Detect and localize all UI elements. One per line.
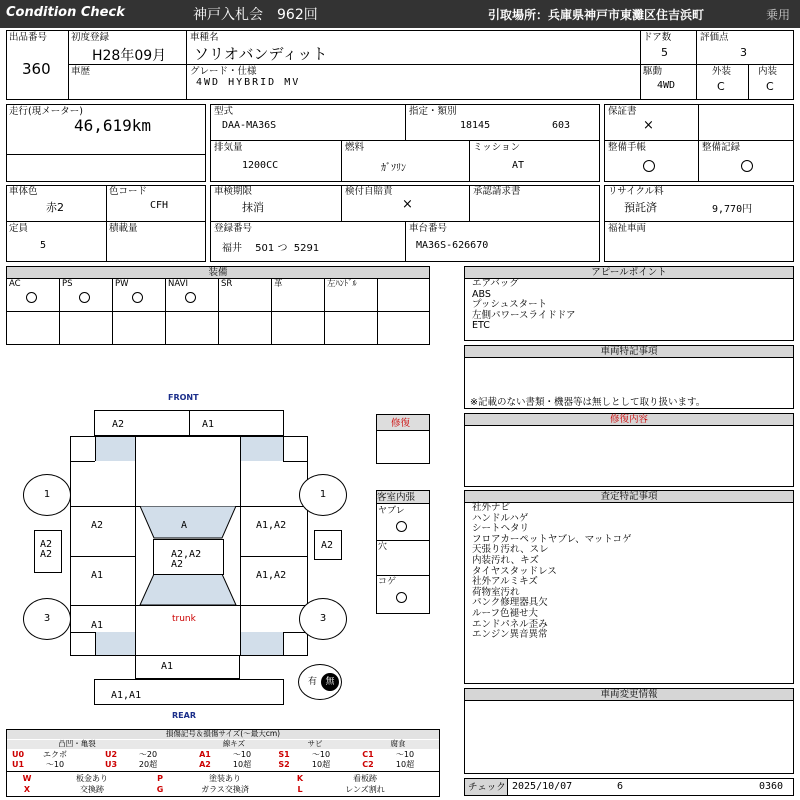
left-rear-code: A1 (91, 620, 104, 631)
legend-group: 凸凹・亀裂 (58, 739, 96, 748)
interior-damage-circle (396, 592, 407, 603)
capacity-label: 定員 (9, 223, 29, 234)
spec-a: 18145 (460, 120, 491, 131)
front-label: FRONT (168, 393, 199, 402)
liability-value: × (402, 197, 413, 212)
rear-panel (135, 655, 240, 679)
welfare-label: 福祉車両 (608, 223, 647, 234)
record-circle (741, 160, 753, 172)
wheel-front-right: 1 (299, 474, 347, 516)
legend-code: A2 (199, 760, 211, 769)
equipment-label: PS (62, 279, 73, 289)
appeal-title: アピールポイント (465, 267, 793, 279)
score-value: 3 (740, 46, 747, 59)
pickup-location: 引取場所：兵庫県神戸市東灘区住吉浜町 (488, 8, 705, 22)
legend-desc: 塗装あり (209, 774, 241, 783)
left-front-code: A2 (91, 520, 104, 531)
wheel-rear-left: 3 (23, 598, 71, 640)
legend-code: U1 (11, 760, 25, 769)
appeal-line: エアバッグ (472, 278, 519, 289)
load-label: 積載量 (109, 223, 138, 234)
check-num: 6 (617, 781, 624, 792)
model-value: DAA-MA36S (222, 120, 277, 131)
grade-value: 4WD HYBRID MV (196, 77, 301, 88)
legend-code: S1 (278, 750, 290, 759)
fuel-value: ｶﾞｿﾘﾝ (381, 163, 406, 174)
doors-value: 5 (661, 46, 668, 59)
legend-title: 損傷記号＆損傷サイズ(〜最大cm) (165, 729, 281, 738)
recycle-label: リサイクル料 (608, 186, 664, 197)
inspection-note-line: シートヘタリ (472, 523, 530, 535)
spec-b: 603 (552, 120, 571, 131)
equipment-label: SR (221, 279, 233, 289)
repair-title: 修復内容 (465, 414, 793, 426)
appeal-line: プッシュスタート (472, 299, 548, 311)
mileage-value: 46,619km (74, 116, 152, 135)
inspection-notes-lines (472, 503, 632, 641)
vehicle-info-top (6, 30, 794, 100)
check-label: チェック (468, 782, 506, 793)
rear-bumper-code: A1,A1 (111, 690, 142, 701)
trunk-label: trunk (172, 614, 196, 624)
left-mid-code: A1 (91, 570, 104, 581)
check-date: 2025/10/07 (512, 781, 573, 792)
interior-damage-circle (396, 521, 407, 532)
record-label: 整備記録 (702, 142, 741, 153)
equipment-label: AC (9, 279, 21, 289)
lot-label: 出品番号 (9, 32, 48, 43)
right-side-code: A2 (321, 540, 334, 551)
manual-circle (643, 160, 655, 172)
legend-code: C1 (362, 750, 374, 759)
left-side-code: A2 A2 (40, 539, 53, 560)
right-front-code: A1,A2 (256, 520, 287, 531)
legend-desc: 10超 (232, 760, 252, 769)
exterior-label: 外装 (712, 66, 732, 77)
equipment-label: PW (115, 279, 129, 289)
name-label: 車種名 (190, 32, 219, 43)
inspection-note-line: タイヤスタッドレス (472, 565, 557, 577)
liability-label: 検付自賠責 (345, 186, 393, 197)
legend-code: U2 (104, 750, 118, 759)
spec-label: 指定・類別 (409, 106, 457, 117)
hood-code: A (181, 520, 188, 531)
legend-desc: 20超 (138, 760, 158, 769)
displacement-label: 排気量 (214, 142, 243, 153)
equipment-divider (112, 279, 113, 345)
mission-label: ミッション (473, 142, 521, 153)
history-label: 車歴 (71, 66, 91, 77)
equipment-mark-circle (185, 292, 196, 303)
color-code-label: 色コード (109, 186, 148, 197)
auction-name: 神戸入札会 962回 (193, 7, 318, 23)
plate-label: 登録番号 (214, 223, 253, 234)
legend-desc: 交換跡 (80, 785, 104, 794)
legend-code: X (23, 785, 31, 794)
equipment-label: 左ﾊﾝﾄﾞﾙ (327, 279, 357, 289)
recycle-status: 預託済 (624, 201, 657, 214)
inspection-note-line: ルーフ色褪せ大 (472, 607, 539, 619)
chassis-label: 車台番号 (409, 223, 448, 234)
rear-panel-code: A1 (161, 661, 174, 672)
header-bar (0, 0, 800, 28)
exterior-value: C (717, 80, 725, 93)
check-code: 0360 (759, 781, 784, 792)
legend-group: サビ (307, 739, 323, 748)
score-label: 評価点 (700, 32, 729, 43)
recycle-fee: 9,770円 (712, 204, 753, 215)
legend-desc: エクボ (43, 750, 67, 759)
front-bumper-left-code: A2 (112, 419, 125, 430)
vehicle-name: ソリオバンディット (194, 45, 328, 63)
fuel-label: 燃料 (345, 142, 365, 153)
lot-number: 360 (22, 60, 51, 78)
legend-code: U0 (11, 750, 25, 759)
interior-label: 内装 (758, 66, 778, 77)
rear-label: REAR (172, 711, 196, 720)
first-reg-value: H28年09月 (92, 48, 167, 64)
color-label: 車体色 (9, 186, 38, 197)
legend-desc: 〜20 (138, 750, 158, 759)
legend-group: 腐食 (390, 739, 406, 748)
legend-desc: 看板跡 (353, 774, 377, 783)
changes-title: 車両変更情報 (465, 689, 793, 701)
legend-code: W (22, 774, 32, 783)
color-value: 赤2 (46, 201, 64, 214)
legend-desc: 〜10 (232, 750, 252, 759)
warranty-label: 保証書 (608, 106, 637, 117)
front-bumper-right-code: A1 (202, 419, 215, 430)
equipment-divider (59, 279, 60, 345)
wheel-front-left: 1 (23, 474, 71, 516)
legend-code: C2 (362, 760, 374, 769)
appeal-lines (472, 279, 575, 332)
special-title: 車両特記事項 (465, 346, 793, 358)
inspection-note-line: フロアカーペットヤブレ、マットコゲ (472, 533, 632, 545)
smoke-label: 有 (308, 677, 318, 687)
equipment-divider (324, 279, 325, 345)
displacement-value: 1200CC (242, 160, 279, 171)
legend-code: L (297, 785, 303, 794)
appeal-line: 左側パワースライドドア (472, 309, 576, 321)
equipment-label: 革 (274, 279, 283, 289)
equipment-mark-circle (26, 292, 37, 303)
smoke-mark-icon: 無 (321, 673, 339, 691)
equipment-divider (271, 279, 272, 345)
drive-value: 4WD (657, 80, 676, 91)
equipment-divider (218, 279, 219, 345)
inspection-notes-title: 査定特記事項 (465, 491, 793, 503)
legend-desc: 10超 (311, 760, 331, 769)
inspection-note-line: パンク修理器具欠 (472, 597, 548, 609)
manual-label: 整備手帳 (608, 142, 647, 153)
legend-desc: 〜10 (311, 750, 331, 759)
mileage-label: 走行(現メーター) (9, 106, 83, 117)
inspection-note-line: エンジン異音異常 (472, 629, 548, 641)
legend-desc: 〜10 (395, 750, 415, 759)
sheet-title: Condition Check (6, 5, 125, 20)
legend-code: K (296, 774, 304, 783)
right-mid-code: A1,A2 (256, 570, 287, 581)
vehicle-type: 乗用 (766, 8, 791, 22)
inspection-note-line: 社外ナビ (472, 502, 511, 513)
legend-code: P (157, 774, 163, 783)
inspection-label: 車検期限 (214, 186, 253, 197)
doors-label: ドア数 (643, 32, 672, 43)
equipment-label: NAVI (168, 279, 188, 289)
interior-damage-label: コゲ (378, 577, 397, 587)
inspection-note-line: 天張り汚れ、スレ (472, 544, 549, 556)
inspection-note-line: 社外アルミキズ (472, 576, 538, 588)
legend-code: S2 (278, 760, 290, 769)
inspection-note-line: エンドパネル歪み (472, 618, 548, 630)
legend-code: U3 (104, 760, 118, 769)
equipment-mark-circle (79, 292, 90, 303)
interior-damage-label: 穴 (378, 542, 388, 552)
capacity-value: 5 (40, 240, 47, 251)
legend-code: G (156, 785, 164, 794)
equipment-title: 装備 (7, 267, 429, 279)
equipment-divider (165, 279, 166, 345)
legend-code: A1 (199, 750, 211, 759)
model-label: 型式 (214, 106, 234, 117)
legend-desc: 〜10 (45, 760, 65, 769)
inspection-note-line: 内装汚れ、キズ (472, 554, 539, 566)
grade-label: グレード・仕様 (190, 66, 257, 77)
chassis-value: MA36S-626670 (416, 240, 489, 251)
repair-box-label: 修復 (391, 418, 411, 429)
appeal-line: ETC (472, 320, 490, 332)
legend-desc: 10超 (395, 760, 415, 769)
warranty-value: × (643, 118, 654, 133)
inspection-note-line: 荷物室汚れ (472, 586, 520, 598)
roof-code: A2,A2 A2 (171, 549, 202, 570)
inspection-value: 抹消 (242, 201, 264, 214)
legend-desc: ガラス交換済 (201, 785, 249, 794)
inspection-note-line: ハンドルハゲ (472, 512, 529, 524)
interior-value: C (766, 80, 774, 93)
plate-value: 福井 501 つ 5291 (222, 243, 320, 254)
approval-label: 承認請求書 (473, 186, 521, 197)
drive-label: 駆動 (643, 66, 663, 77)
interior-damage-label: ヤブレ (378, 506, 405, 516)
equipment-divider (377, 279, 378, 345)
legend-desc: 板金あり (76, 774, 108, 783)
color-code-value: CFH (150, 200, 169, 211)
mission-value: AT (512, 160, 525, 171)
legend-divider (6, 771, 440, 772)
first-reg-label: 初度登録 (71, 32, 110, 43)
legend-desc: レンズ割れ (345, 785, 385, 794)
wheel-rear-right: 3 (299, 598, 347, 640)
special-note: ※記載のない書類・機器等は無しとして取り扱います。 (470, 397, 706, 408)
legend-group: 線キズ (222, 739, 246, 748)
appeal-line: ABS (472, 288, 491, 300)
equipment-mark-circle (132, 292, 143, 303)
interior-damage-title: 客室内張 (377, 492, 416, 503)
